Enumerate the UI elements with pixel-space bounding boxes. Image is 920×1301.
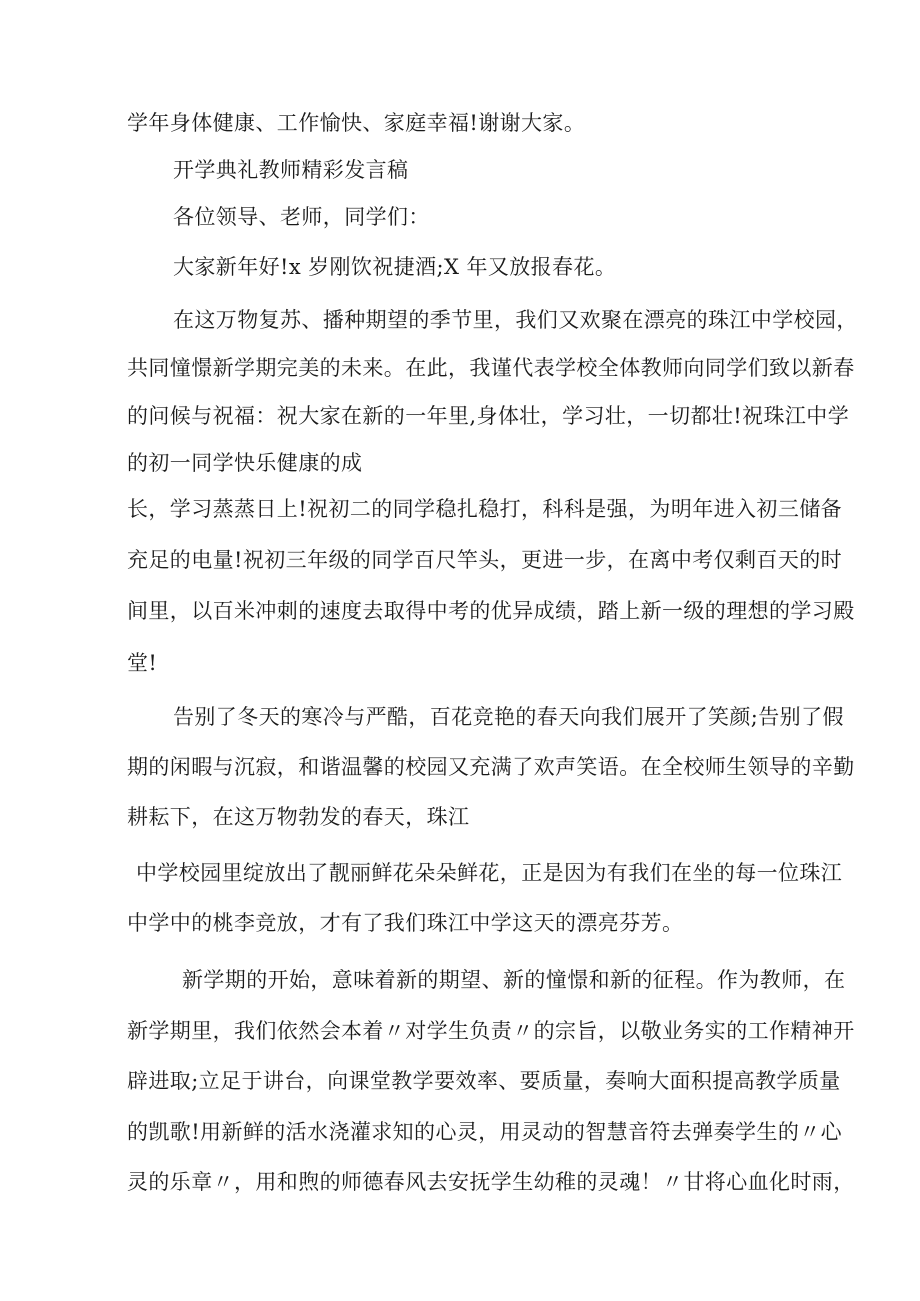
paragraph-line: 辟进取;立足于讲台，向课堂教学要效率、要质量，奏响大面积提高教学质量 <box>127 1069 841 1093</box>
paragraph-line: 的初一同学快乐健康的成 <box>127 451 363 475</box>
paragraph-line: 共同憧憬新学期完美的未来。在此，我谨代表学校全体教师向同学们致以新春 <box>127 356 855 380</box>
paragraph-line: 中学校园里绽放出了靓丽鲜花朵朵鲜花，正是因为有我们在坐的每一位珠江 <box>136 861 843 885</box>
paragraph-line: 灵的乐章〃，用和煦的师德春风去安抚学生幼稚的灵魂！〃甘将心血化时雨， <box>127 1170 855 1194</box>
document-title: 开学典礼教师精彩发言稿 <box>173 158 409 182</box>
paragraph-line: 告别了冬天的寒冷与严酷，百花竞艳的春天向我们展开了笑颜;告别了假 <box>173 705 844 729</box>
paragraph-line: 充足的电量!祝初三年级的同学百尺竿头，更进一步，在离中考仅剩百天的时 <box>127 548 843 572</box>
greeting: 大家新年好!x 岁刚饮祝捷酒;X 年又放报春花。 <box>173 255 617 279</box>
paragraph-line: 耕耘下，在这万物勃发的春天，珠江 <box>127 805 470 829</box>
closing-line: 学年身体健康、工作愉快、家庭幸福!谢谢大家。 <box>127 111 586 135</box>
paragraph-line: 的问候与祝福：祝大家在新的一年里,身体壮，学习壮，一切都壮!祝珠江中学 <box>127 404 850 428</box>
paragraph-line: 在这万物复苏、播种期望的季节里，我们又欢聚在漂亮的珠江中学校园， <box>173 308 858 332</box>
salutation: 各位领导、老师，同学们： <box>173 205 430 229</box>
paragraph-line: 长，学习蒸蒸日上!祝初二的同学稳扎稳打，科科是强，为明年进入初三储备 <box>127 497 843 521</box>
paragraph-line: 间里，以百米冲刺的速度去取得中考的优异成绩，踏上新一级的理想的学习殿 <box>127 599 855 623</box>
paragraph-line: 新学期的开始，意味着新的期望、新的憧憬和新的征程。作为教师，在 <box>182 968 846 992</box>
paragraph-line: 堂! <box>127 651 158 675</box>
paragraph-line: 中学中的桃李竞放，才有了我们珠江中学这天的漂亮芬芳。 <box>127 911 684 935</box>
paragraph-line: 期的闲暇与沉寂，和谐温馨的校园又充满了欢声笑语。在全校师生领导的辛勤 <box>127 755 855 779</box>
paragraph-line: 新学期里，我们依然会本着〃对学生负责〃的宗旨，以敬业务实的工作精神开 <box>127 1019 855 1043</box>
paragraph-line: 的凯歌!用新鲜的活水浇灌求知的心灵，用灵动的智慧音符去弹奏学生的〃心 <box>127 1120 843 1144</box>
